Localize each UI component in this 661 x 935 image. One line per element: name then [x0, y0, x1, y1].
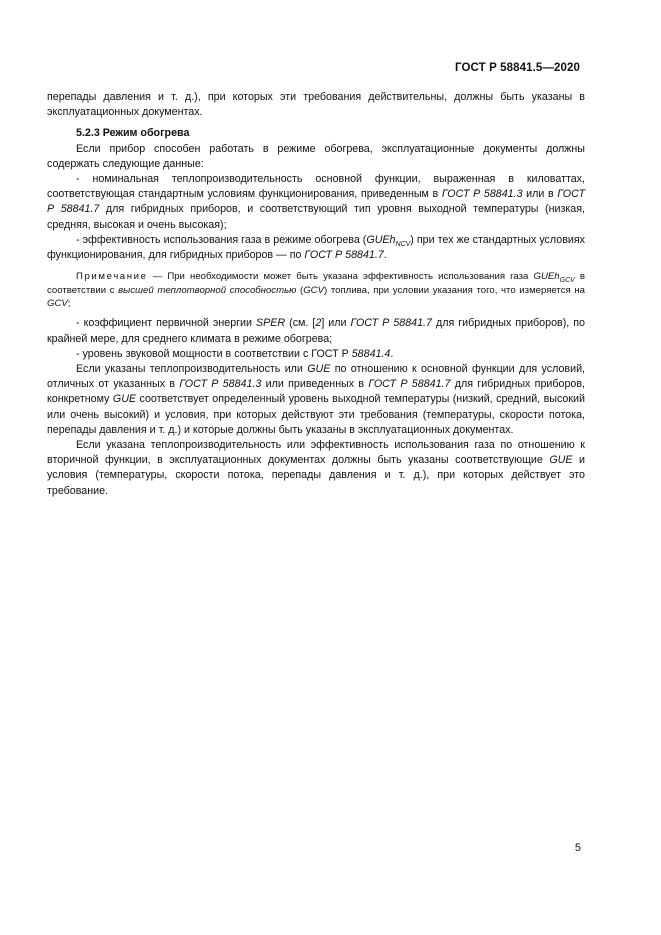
- page-number: 5: [574, 842, 581, 854]
- standard-reference: ГОСТ Р 58841.3: [441, 188, 523, 201]
- symbol: GUE: [307, 363, 331, 376]
- citation: 2: [315, 317, 322, 330]
- symbol: GCV: [47, 298, 68, 310]
- note-paragraph: Примечание — При необходимости может быть указана эффективность использования газа GUEh$_{GCV}$ в соответствии с высшей теплотворной способностью (GCV) топлива, при условии указания того, что измеряется на GCV;: [47, 271, 585, 310]
- symbol: GUEh$_{NCV}$: [366, 233, 411, 248]
- intro-paragraph: Если прибор способен работать в режиме обогрева, эксплуатационные документы должны содержать следующие данные:: [47, 142, 585, 170]
- document-body: [47, 90, 585, 499]
- paragraph-other-conditions: Если указаны теплопроизводительность или GUE по отношению к основной функции для условий, отличных от указанных в ГОСТ Р 58841.3 или приведенных в ГОСТ Р 58841.7 для гибридных приборов, конкретному GUE соответствует определенный уровень выходной температуры (низкий, средний, высокий или очень высокий) и условия, при которых действуют эти требования (температуры, скорости потока, перепады давления и т. д.) и которые должны быть указаны в эксплуатационных документах.: [47, 363, 586, 436]
- standard-reference: ГОСТ Р 58841.7: [350, 317, 432, 330]
- symbol: GUE: [549, 454, 573, 467]
- continuation-paragraph: перепады давления и т. д.), при которых эти требования действительны, должны быть указаны в эксплуатационных документах.: [47, 91, 585, 119]
- list-item-rated-capacity: - номинальная теплопроизводительность основной функции, выраженная в киловаттах, соответствующая стандартным условиям функционирования, приведенным в ГОСТ Р 58841.3 или в ГОСТ Р 58841.7 для гибридных приборов, и соответствующий тип уровня выходной температуры (низкая, средняя, высокая и очень высокая);: [47, 173, 585, 231]
- standard-reference: ГОСТ Р 58841.3: [179, 378, 262, 391]
- standard-reference: 58841.4: [351, 347, 391, 360]
- symbol: GUE: [112, 393, 137, 406]
- symbol: SPER: [256, 317, 286, 330]
- term: высшей теплотворной способностью: [118, 284, 297, 296]
- list-item-sper: - коэффициент первичной энергии SPER (см. [2] или ГОСТ Р 58841.7 для гибридных приборов), по крайней мере, для среднего климата в режиме обогрева;: [47, 317, 585, 345]
- standard-reference: ГОСТ Р 58841.7: [368, 378, 451, 391]
- standard-reference: ГОСТ Р 58841.7: [47, 188, 585, 216]
- note-label: Примечание: [76, 271, 148, 283]
- list-item-gas-efficiency: - эффективность использования газа в режиме обогрева (GUEh$_{NCV}$) при тех же стандартных условиях функционирования, для гибридных приборов — по ГОСТ Р 58841.7.: [47, 233, 585, 262]
- symbol: GCV: [303, 284, 324, 296]
- section-heading: 5.2.3 Режим обогрева: [76, 127, 190, 140]
- paragraph-secondary-function: Если указана теплопроизводительность или эффективность использования газа по отношению к вторичной функции, в эксплуатационных документах должны быть указаны соответствующие GUE и условия (температуры, скорости потока, перепады давления и т. д.), при которых действует это требование.: [47, 439, 585, 497]
- document-id-header: ГОСТ Р 58841.5—2020: [455, 62, 580, 74]
- list-item-sound-power: - уровень звуковой мощности в соответствии с ГОСТ Р 58841.4.: [76, 347, 394, 360]
- standard-reference: ГОСТ Р 58841.7: [304, 249, 384, 262]
- symbol: GUEh$_{GCV}$: [533, 271, 575, 285]
